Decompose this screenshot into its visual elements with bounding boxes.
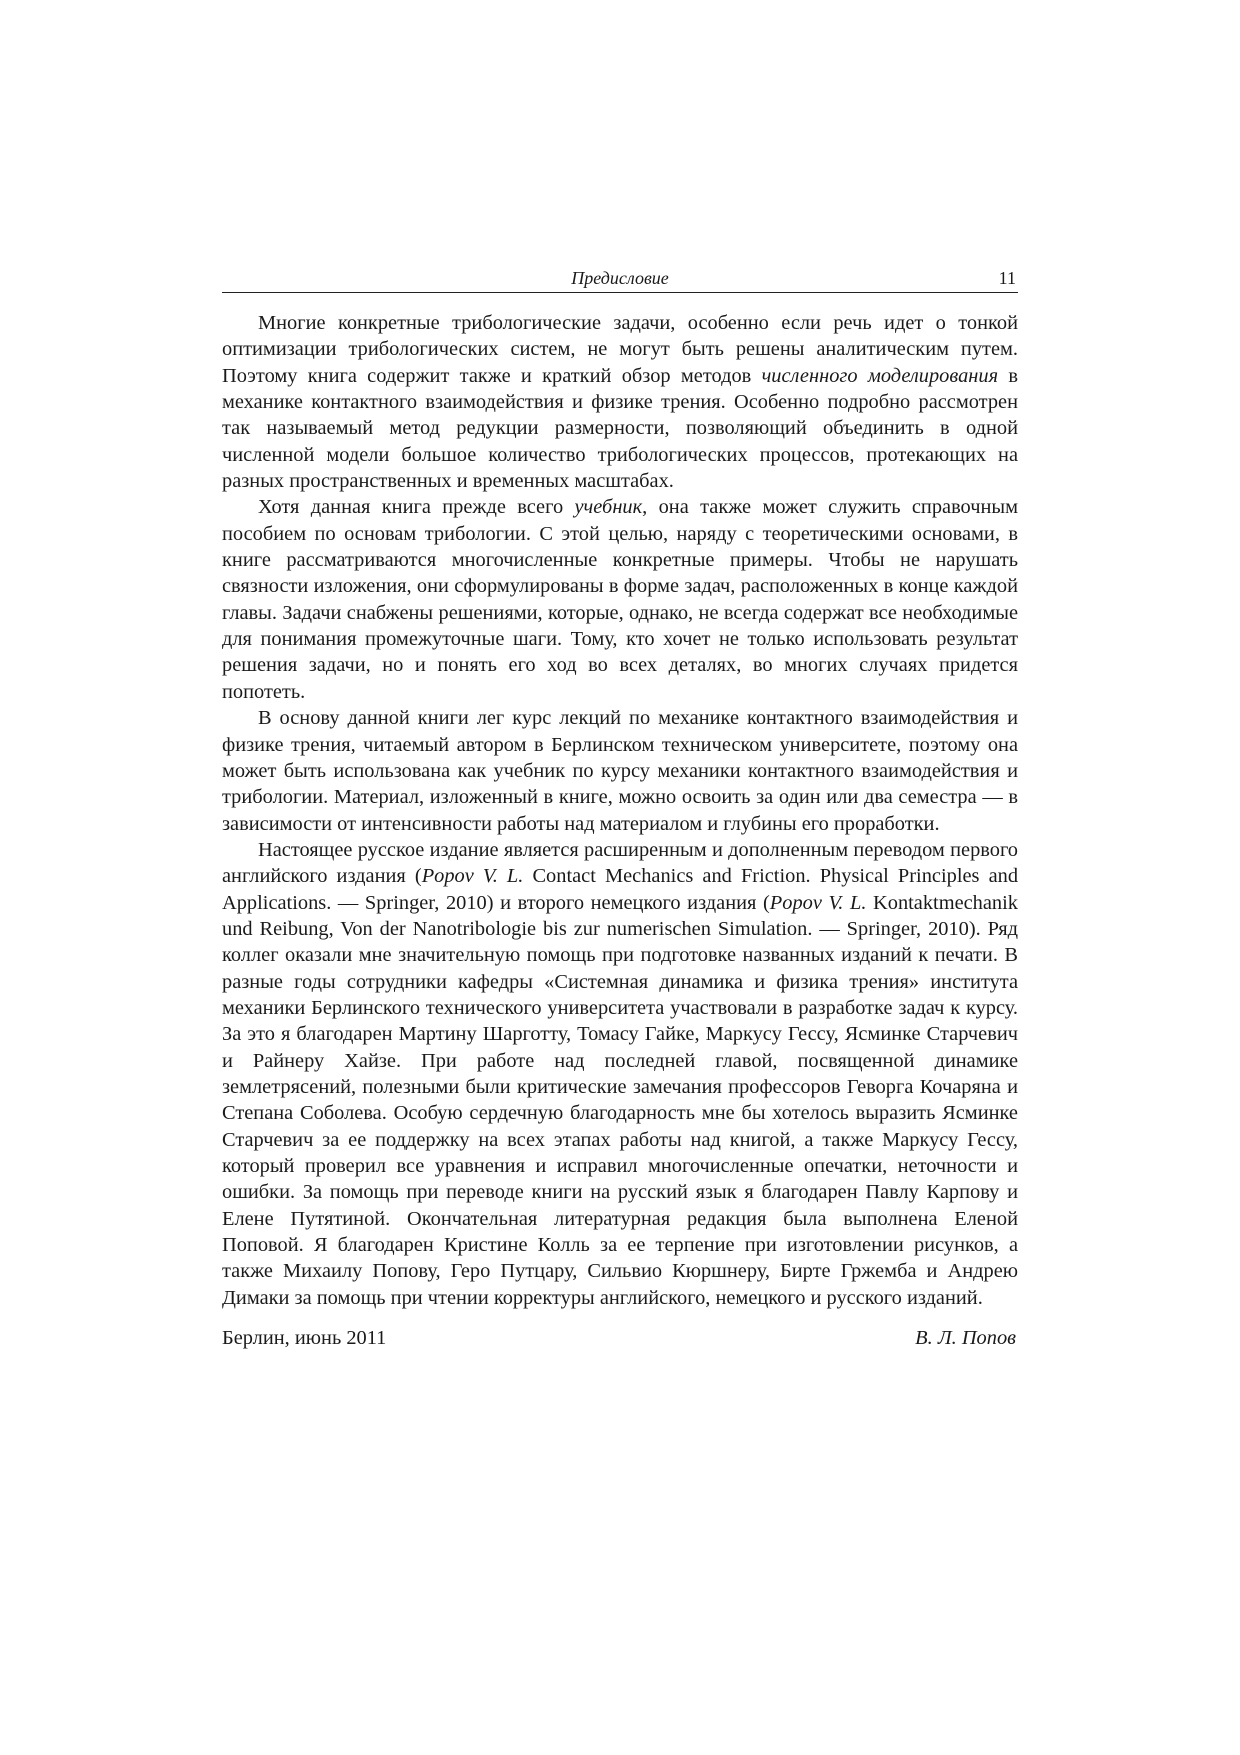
paragraph-text: Настоящее русское издание является расширенным и дополненным переводом первого английского издания ( — [222, 838, 1018, 888]
paragraph-text: В основу данной книги лег курс лекций по механике контактного взаимодействия и физике трения, читаемый автором в Берлинском техническом университете, поэтому она может быть использована как учебник по курсу механики контактного взаимодействия и трибологии. Материал, изложенный в книге, можно освоить за один или два семестра — в зависимости от интенсивности работы над материалом и глубины его проработки. — [222, 707, 1018, 835]
body-text — [222, 310, 1018, 1311]
running-header — [222, 266, 1018, 293]
closing-line — [222, 1325, 1018, 1355]
running-title: Предисловие — [571, 268, 669, 288]
paragraph — [222, 837, 1018, 1311]
paragraph — [222, 310, 1018, 494]
emphasis-text: учебник — [574, 496, 643, 519]
citation-author: Popov V. L. — [769, 891, 867, 914]
place-date: Берлин, июнь 2011 — [222, 1327, 387, 1350]
page-number: 11 — [998, 268, 1016, 288]
paragraph — [222, 705, 1018, 837]
paragraph-text: Хотя данная книга прежде всего — [258, 496, 575, 519]
author-signature: В. Л. Попов — [915, 1327, 1016, 1350]
paragraph-text: Contact Mechanics and Friction. Physical Principles and Applications. — Springer, 2010) и второго немецкого издания ( — [222, 865, 1019, 914]
paragraph — [222, 494, 1018, 705]
paragraph-text: в механике контактного взаимодействия и физике трения. Особенно подробно рассмотрен так называемый метод редукции размерности, позволяющий объединить в одной численной модели большое количество трибологических процессов, протекающих на разных пространственных и временных масштабах. — [222, 364, 1018, 493]
paragraph-text: Kontaktmechanik und Reibung, Von der Nanotribologie bis zur numerischen Simulation. — Springer, 2010). Ряд коллег оказали мне значительную помощь при подготовке названных изданий к печати. В разные годы сотрудники кафедры «Системная динамика и физика трения» института механики Берлинского технического университета участвовали в разработке задач к курсу. За это я благодарен Мартину Шарготту, Томасу Гайке, Маркусу Гессу, Ясминке Старчевич и Райнеру Хайзе. При работе над последней главой, посвященной динамике землетрясений, полезными были критические замечания профессоров Геворга Кочаряна и Степана Соболева. Особую сердечную благодарность мне бы хотелось выразить Ясминке Старчевич за ее поддержку на всех этапах работы над книгой, а также Маркусу Гессу, который проверил все уравнения и исправил многочисленные опечатки, неточности и ошибки. За помощь при переводе книги на русский язык я благодарен Павлу Карпову и Елене Путятиной. Окончательная литературная редакция была выполнена Еленой Поповой. Я благодарен Кристине Колль за ее терпение при изготовлении рисунков, а также Михаилу Попову, Геро Путцару, Сильвио Кюршнеру, Бирте Гржемба и Андрею Димаки за помощь при чтении корректуры английского, немецкого и русского изданий. — [222, 891, 1018, 1309]
paragraph-text: , она также может служить справочным пособием по основам трибологии. С этой целью, наряду с теоретическими основами, в книге рассматриваются многочисленные конкретные примеры. Чтобы не нарушать связности изложения, они сформулированы в форме задач, расположенных в конце каждой главы. Задачи снабжены решениями, которые, однако, не всегда содержат все необходимые для понимания промежуточные шаги. Тому, кто хочет не только использовать результат решения задачи, но и понять его ход во всех деталях, во многих случаях придется попотеть. — [222, 496, 1018, 703]
citation-author: Popov V. L. — [421, 865, 524, 888]
paragraph-text: Многие конкретные трибологические задачи, особенно если речь идет о тонкой оптимизации трибологических систем, не могут быть решены аналитическим путем. Поэтому книга содержит также и краткий обзор методов — [222, 312, 1018, 387]
emphasis-text: численного моделирования — [761, 364, 999, 387]
book-page — [222, 266, 1018, 1355]
